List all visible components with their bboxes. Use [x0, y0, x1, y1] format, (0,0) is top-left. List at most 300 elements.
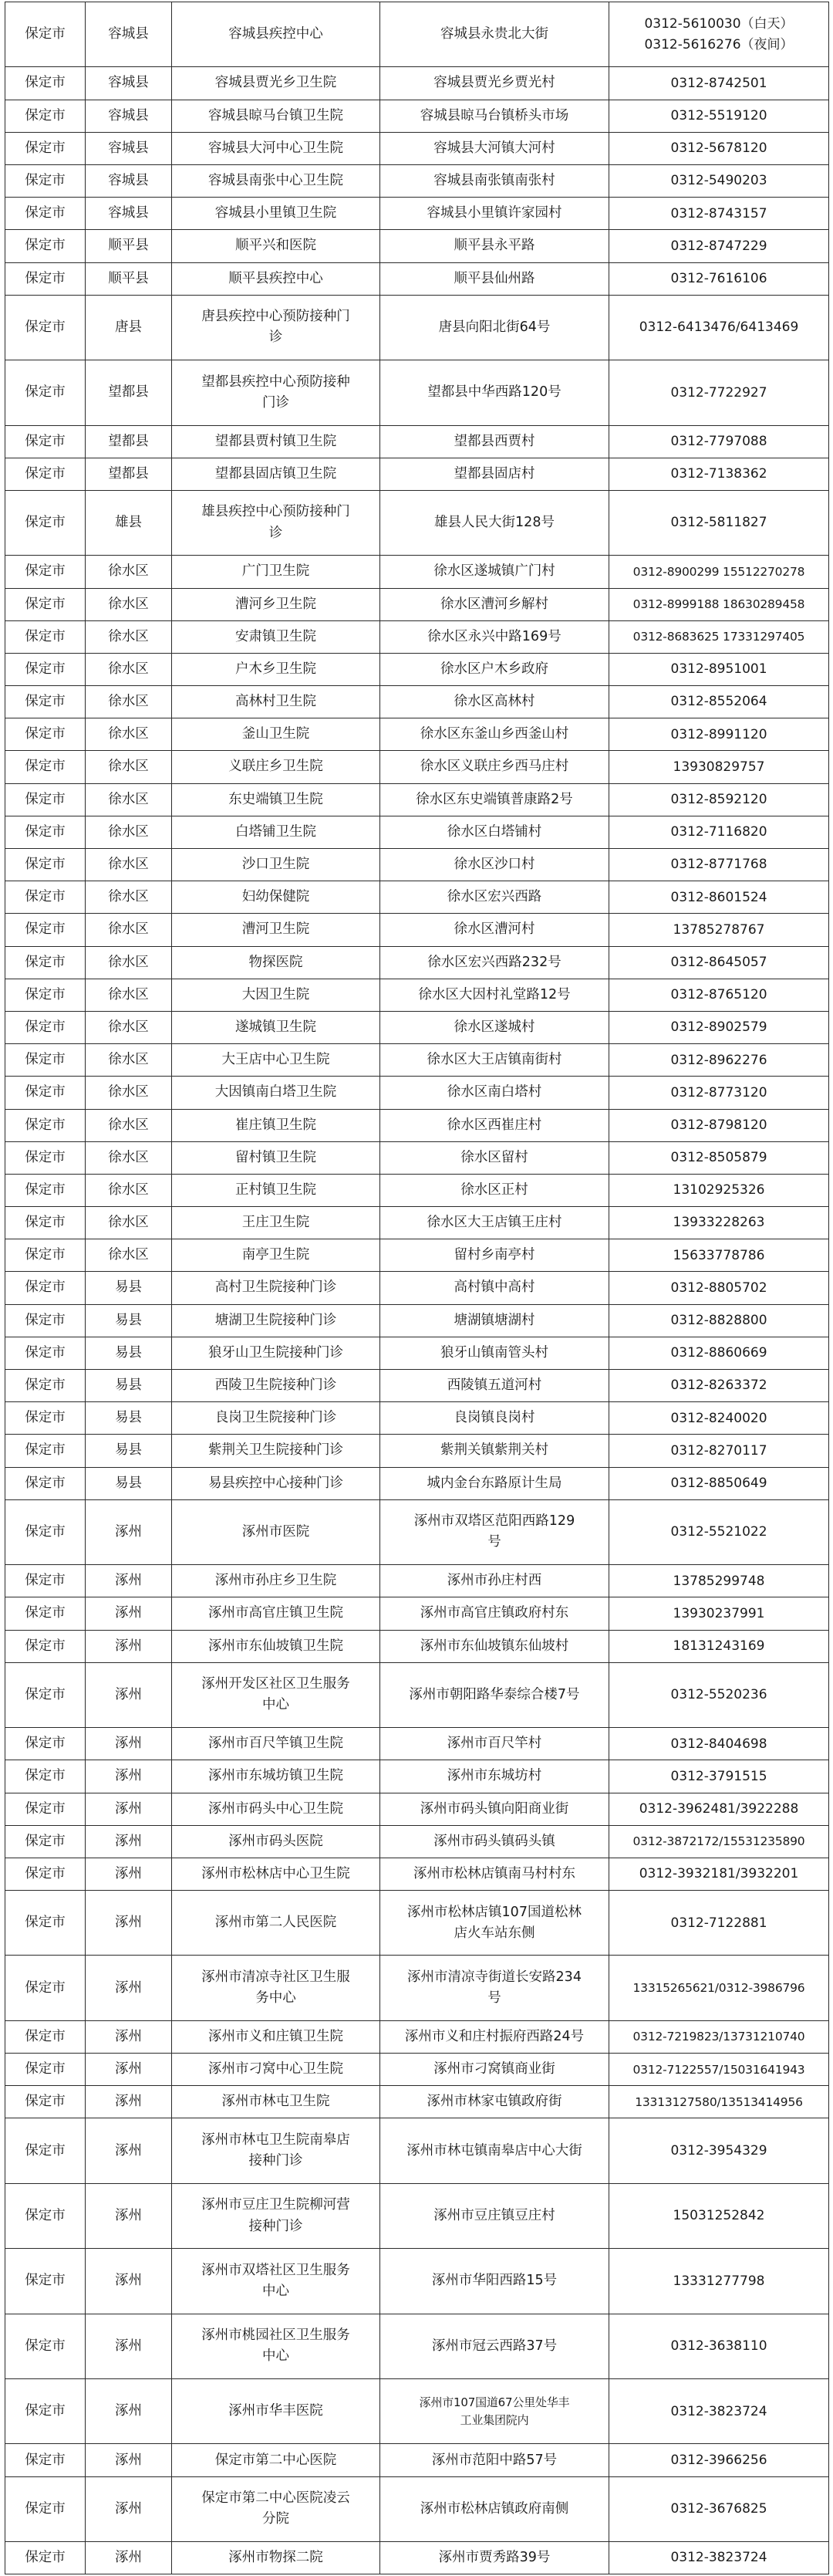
site-name-cell: 大因卫生院: [172, 979, 380, 1011]
phone-cell: 0312-3676825: [609, 2476, 829, 2541]
table-row: [5, 1370, 829, 1402]
site-name-cell: 涿州市豆庄卫生院柳河营 接种门诊: [172, 2183, 380, 2248]
site-name-cell: 义联庄乡卫生院: [172, 751, 380, 783]
site-name-cell: 望都县贾村镇卫生院: [172, 425, 380, 458]
site-name-cell: 大因镇南白塔卫生院: [172, 1077, 380, 1109]
district-cell: 易县: [86, 1272, 172, 1304]
address-cell: 徐水区漕河乡解村: [380, 588, 609, 620]
district-cell: 徐水区: [86, 1174, 172, 1206]
city-cell: 保定市: [5, 816, 86, 848]
phone-cell: 0312-8962276: [609, 1044, 829, 1077]
city-cell: 保定市: [5, 2020, 86, 2053]
city-cell: 保定市: [5, 783, 86, 816]
city-cell: 保定市: [5, 881, 86, 914]
phone-cell: 0312-5490203: [609, 164, 829, 197]
table-row: [5, 1499, 829, 1564]
district-cell: 徐水区: [86, 849, 172, 881]
address-cell: 涿州市林家屯镇政府街: [380, 2086, 609, 2118]
site-name-cell: 容城县晾马台镇卫生院: [172, 100, 380, 132]
site-name-cell: 涿州市百尺竿镇卫生院: [172, 1728, 380, 1760]
phone-cell: 0312-5520236: [609, 1662, 829, 1727]
district-cell: 徐水区: [86, 1044, 172, 1077]
table-row: [5, 2542, 829, 2574]
table-row: [5, 1630, 829, 1662]
table-row: [5, 1174, 829, 1206]
district-cell: 涿州: [86, 1858, 172, 1890]
district-cell: 涿州: [86, 2476, 172, 2541]
district-cell: 徐水区: [86, 914, 172, 946]
district-cell: 徐水区: [86, 751, 172, 783]
phone-cell: 13930829757: [609, 751, 829, 783]
district-cell: 涿州: [86, 2314, 172, 2378]
phone-cell: 0312-3932181/3932201: [609, 1858, 829, 1890]
district-cell: 易县: [86, 1402, 172, 1435]
phone-cell: 15633778786: [609, 1239, 829, 1272]
table-row: [5, 816, 829, 848]
site-name-cell: 涿州开发区社区卫生服务 中心: [172, 1662, 380, 1727]
city-cell: 保定市: [5, 1011, 86, 1043]
site-name-cell: 王庄卫生院: [172, 1207, 380, 1239]
site-name-cell: 涿州市第二人民医院: [172, 1891, 380, 1956]
table-row: [5, 1760, 829, 1793]
district-cell: 容城县: [86, 100, 172, 132]
site-name-cell: 容城县大河中心卫生院: [172, 132, 380, 164]
district-cell: 涿州: [86, 1597, 172, 1630]
site-name-cell: 涿州市东城坊镇卫生院: [172, 1760, 380, 1793]
site-name-cell: 沙口卫生院: [172, 849, 380, 881]
site-name-cell: 涿州市码头医院: [172, 1825, 380, 1858]
city-cell: 保定市: [5, 1272, 86, 1304]
site-name-cell: 涿州市林屯卫生院南皋店 接种门诊: [172, 2118, 380, 2183]
address-cell: 涿州市码头镇向阳商业街: [380, 1793, 609, 1825]
table-row: [5, 230, 829, 262]
phone-cell: 0312-3954329: [609, 2118, 829, 2183]
site-name-cell: 物探医院: [172, 946, 380, 979]
table-row: [5, 1597, 829, 1630]
phone-cell: 0312-8552064: [609, 686, 829, 718]
table-row: [5, 490, 829, 555]
district-cell: 徐水区: [86, 816, 172, 848]
phone-cell: 0312-8798120: [609, 1109, 829, 1141]
table-row: [5, 783, 829, 816]
city-cell: 保定市: [5, 2249, 86, 2314]
phone-cell: 0312-8270117: [609, 1435, 829, 1467]
phone-cell: 0312-3966256: [609, 2444, 829, 2476]
phone-cell: 0312-8900299 15512270278: [609, 556, 829, 588]
address-cell: 涿州市码头镇码头镇: [380, 1825, 609, 1858]
district-cell: 徐水区: [86, 783, 172, 816]
address-cell: 涿州市百尺竿村: [380, 1728, 609, 1760]
table-row: [5, 2020, 829, 2053]
city-cell: 保定市: [5, 718, 86, 751]
phone-cell: 0312-8601524: [609, 881, 829, 914]
site-name-cell: 白塔铺卫生院: [172, 816, 380, 848]
table-row: [5, 556, 829, 588]
address-cell: 徐水区义联庄乡西马庄村: [380, 751, 609, 783]
site-name-cell: 东史端镇卫生院: [172, 783, 380, 816]
phone-cell: 13785278767: [609, 914, 829, 946]
address-cell: 徐水区东史端镇普康路2号: [380, 783, 609, 816]
site-name-cell: 涿州市林屯卫生院: [172, 2086, 380, 2118]
address-cell: 良岗镇良岗村: [380, 1402, 609, 1435]
city-cell: 保定市: [5, 360, 86, 425]
table-row: [5, 946, 829, 979]
table-row: [5, 2444, 829, 2476]
district-cell: 涿州: [86, 2542, 172, 2574]
site-name-cell: 涿州市东仙坡镇卫生院: [172, 1630, 380, 1662]
phone-cell: 0312-3638110: [609, 2314, 829, 2378]
city-cell: 保定市: [5, 686, 86, 718]
address-cell: 涿州市冠云西路37号: [380, 2314, 609, 2378]
city-cell: 保定市: [5, 1793, 86, 1825]
city-cell: 保定市: [5, 164, 86, 197]
address-cell: 望都县中华西路120号: [380, 360, 609, 425]
table-row: [5, 588, 829, 620]
district-cell: 易县: [86, 1337, 172, 1369]
table-row: [5, 2183, 829, 2248]
district-cell: 涿州: [86, 2444, 172, 2476]
phone-cell: 0312-8263372: [609, 1370, 829, 1402]
phone-cell: 0312-8765120: [609, 979, 829, 1011]
district-cell: 易县: [86, 1467, 172, 1499]
address-cell: 涿州市高官庄镇政府村东: [380, 1597, 609, 1630]
city-cell: 保定市: [5, 849, 86, 881]
address-cell: 徐水区户木乡政府: [380, 653, 609, 685]
phone-cell: 0312-8951001: [609, 653, 829, 685]
phone-cell: 0312-7116820: [609, 816, 829, 848]
phone-cell: 0312-3872172/15531235890: [609, 1825, 829, 1858]
table-row: [5, 1793, 829, 1825]
table-row: [5, 1109, 829, 1141]
site-name-cell: 大王店中心卫生院: [172, 1044, 380, 1077]
site-name-cell: 漕河乡卫生院: [172, 588, 380, 620]
phone-cell: 0312-3823724: [609, 2379, 829, 2444]
site-name-cell: 西陵卫生院接种门诊: [172, 1370, 380, 1402]
table-row: [5, 620, 829, 653]
city-cell: 保定市: [5, 1825, 86, 1858]
district-cell: 易县: [86, 1304, 172, 1337]
city-cell: 保定市: [5, 588, 86, 620]
site-name-cell: 涿州市清凉寺社区卫生服 务中心: [172, 1956, 380, 2020]
city-cell: 保定市: [5, 1467, 86, 1499]
district-cell: 望都县: [86, 458, 172, 490]
phone-cell: 0312-6413476/6413469: [609, 295, 829, 360]
district-cell: 徐水区: [86, 1207, 172, 1239]
district-cell: 易县: [86, 1370, 172, 1402]
city-cell: 保定市: [5, 1044, 86, 1077]
phone-cell: 0312-5519120: [609, 100, 829, 132]
city-cell: 保定市: [5, 1337, 86, 1369]
address-cell: 涿州市义和庄村振府西路24号: [380, 2020, 609, 2053]
city-cell: 保定市: [5, 1239, 86, 1272]
city-cell: 保定市: [5, 458, 86, 490]
phone-cell: 0312-5610030（白天） 0312-5616276（夜间）: [609, 2, 829, 67]
district-cell: 徐水区: [86, 1239, 172, 1272]
city-cell: 保定市: [5, 295, 86, 360]
district-cell: 徐水区: [86, 620, 172, 653]
phone-cell: 0312-7616106: [609, 262, 829, 295]
table-row: [5, 360, 829, 425]
site-name-cell: 崔庄镇卫生院: [172, 1109, 380, 1141]
table-row: [5, 751, 829, 783]
district-cell: 涿州: [86, 2118, 172, 2183]
address-cell: 涿州市东仙坡镇东仙坡村: [380, 1630, 609, 1662]
site-name-cell: 涿州市高官庄镇卫生院: [172, 1597, 380, 1630]
district-cell: 容城县: [86, 164, 172, 197]
phone-cell: 0312-8683625 17331297405: [609, 620, 829, 653]
table-row: [5, 2054, 829, 2086]
table-row: [5, 100, 829, 132]
city-cell: 保定市: [5, 1077, 86, 1109]
district-cell: 顺平县: [86, 230, 172, 262]
phone-cell: 18131243169: [609, 1630, 829, 1662]
city-cell: 保定市: [5, 751, 86, 783]
district-cell: 涿州: [86, 1891, 172, 1956]
district-cell: 徐水区: [86, 556, 172, 588]
city-cell: 保定市: [5, 2314, 86, 2378]
site-name-cell: 顺平兴和医院: [172, 230, 380, 262]
address-cell: 唐县向阳北街64号: [380, 295, 609, 360]
site-name-cell: 涿州市义和庄镇卫生院: [172, 2020, 380, 2053]
city-cell: 保定市: [5, 914, 86, 946]
phone-cell: 13933228263: [609, 1207, 829, 1239]
site-name-cell: 涿州市物探二院: [172, 2542, 380, 2574]
table-row: [5, 1044, 829, 1077]
site-name-cell: 涿州市桃园社区卫生服务 中心: [172, 2314, 380, 2378]
phone-cell: 0312-5521022: [609, 1499, 829, 1564]
address-cell: 涿州市范阳中路57号: [380, 2444, 609, 2476]
city-cell: 保定市: [5, 1499, 86, 1564]
phone-cell: 0312-8747229: [609, 230, 829, 262]
district-cell: 徐水区: [86, 979, 172, 1011]
table-row: [5, 881, 829, 914]
site-name-cell: 保定市第二中心医院凌云 分院: [172, 2476, 380, 2541]
phone-cell: 0312-7219823/13731210740: [609, 2020, 829, 2053]
address-cell: 徐水区大王店镇南街村: [380, 1044, 609, 1077]
city-cell: 保定市: [5, 1304, 86, 1337]
table-row: [5, 425, 829, 458]
district-cell: 涿州: [86, 2020, 172, 2053]
address-cell: 涿州市松林店镇107国道松林 店火车站东侧: [380, 1891, 609, 1956]
table-row: [5, 718, 829, 751]
table-row: [5, 2249, 829, 2314]
phone-cell: 0312-7722927: [609, 360, 829, 425]
district-cell: 容城县: [86, 132, 172, 164]
phone-cell: 0312-8773120: [609, 1077, 829, 1109]
table-row: [5, 1956, 829, 2020]
district-cell: 雄县: [86, 490, 172, 555]
table-row: [5, 132, 829, 164]
district-cell: 涿州: [86, 2379, 172, 2444]
site-name-cell: 正村镇卫生院: [172, 1174, 380, 1206]
address-cell: 涿州市松林店镇政府南侧: [380, 2476, 609, 2541]
phone-cell: 0312-3791515: [609, 1760, 829, 1793]
table-row: [5, 1435, 829, 1467]
city-cell: 保定市: [5, 620, 86, 653]
district-cell: 唐县: [86, 295, 172, 360]
address-cell: 容城县晾马台镇桥头市场: [380, 100, 609, 132]
address-cell: 涿州市东城坊村: [380, 1760, 609, 1793]
address-cell: 徐水区高林村: [380, 686, 609, 718]
address-cell: 望都县西贾村: [380, 425, 609, 458]
table-row: [5, 1565, 829, 1597]
phone-cell: 0312-8850649: [609, 1467, 829, 1499]
table-row: [5, 1402, 829, 1435]
site-name-cell: 顺平县疾控中心: [172, 262, 380, 295]
address-cell: 西陵镇五道河村: [380, 1370, 609, 1402]
city-cell: 保定市: [5, 2086, 86, 2118]
address-cell: 徐水区大因村礼堂路12号: [380, 979, 609, 1011]
table-row: [5, 1141, 829, 1174]
city-cell: 保定市: [5, 132, 86, 164]
table-row: [5, 849, 829, 881]
city-cell: 保定市: [5, 2379, 86, 2444]
phone-cell: 0312-8592120: [609, 783, 829, 816]
city-cell: 保定市: [5, 1174, 86, 1206]
address-cell: 涿州市贾秀路39号: [380, 2542, 609, 2574]
phone-cell: 0312-5811827: [609, 490, 829, 555]
table-row: [5, 67, 829, 100]
city-cell: 保定市: [5, 1891, 86, 1956]
table-row: [5, 1662, 829, 1727]
address-cell: 城内金台东路原计生局: [380, 1467, 609, 1499]
city-cell: 保定市: [5, 1630, 86, 1662]
address-cell: 徐水区沙口村: [380, 849, 609, 881]
phone-cell: 13930237991: [609, 1597, 829, 1630]
district-cell: 顺平县: [86, 262, 172, 295]
table-row: [5, 458, 829, 490]
site-name-cell: 狼牙山卫生院接种门诊: [172, 1337, 380, 1369]
phone-cell: 15031252842: [609, 2183, 829, 2248]
site-name-cell: 塘湖卫生院接种门诊: [172, 1304, 380, 1337]
address-cell: 涿州市107国道67公里处华丰 工业集团院内: [380, 2379, 609, 2444]
table-row: [5, 914, 829, 946]
address-cell: 塘湖镇塘湖村: [380, 1304, 609, 1337]
phone-cell: 0312-8743157: [609, 198, 829, 230]
address-cell: 顺平县仙州路: [380, 262, 609, 295]
address-cell: 涿州市刁窝镇商业街: [380, 2054, 609, 2086]
phone-cell: 0312-3962481/3922288: [609, 1793, 829, 1825]
site-name-cell: 遂城镇卫生院: [172, 1011, 380, 1043]
district-cell: 涿州: [86, 1728, 172, 1760]
phone-cell: 0312-8902579: [609, 1011, 829, 1043]
address-cell: 徐水区遂城村: [380, 1011, 609, 1043]
district-cell: 涿州: [86, 1825, 172, 1858]
district-cell: 涿州: [86, 1499, 172, 1564]
city-cell: 保定市: [5, 946, 86, 979]
address-cell: 紫荆关镇紫荆关村: [380, 1435, 609, 1467]
phone-cell: 13331277798: [609, 2249, 829, 2314]
district-cell: 容城县: [86, 198, 172, 230]
city-cell: 保定市: [5, 2118, 86, 2183]
site-name-cell: 保定市第二中心医院: [172, 2444, 380, 2476]
city-cell: 保定市: [5, 2444, 86, 2476]
table-row: [5, 686, 829, 718]
site-name-cell: 雄县疾控中心预防接种门 诊: [172, 490, 380, 555]
address-cell: 徐水区漕河村: [380, 914, 609, 946]
city-cell: 保定市: [5, 1662, 86, 1727]
site-name-cell: 户木乡卫生院: [172, 653, 380, 685]
district-cell: 望都县: [86, 425, 172, 458]
district-cell: 涿州: [86, 2183, 172, 2248]
phone-cell: 0312-8999188 18630289458: [609, 588, 829, 620]
city-cell: 保定市: [5, 979, 86, 1011]
site-name-cell: 涿州市松林店中心卫生院: [172, 1858, 380, 1890]
address-cell: 雄县人民大街128号: [380, 490, 609, 555]
site-name-cell: 容城县疾控中心: [172, 2, 380, 67]
address-cell: 容城县永贵北大街: [380, 2, 609, 67]
district-cell: 徐水区: [86, 946, 172, 979]
district-cell: 涿州: [86, 2086, 172, 2118]
table-row: [5, 1207, 829, 1239]
city-cell: 保定市: [5, 1109, 86, 1141]
address-cell: 顺平县永平路: [380, 230, 609, 262]
phone-cell: 0312-8860669: [609, 1337, 829, 1369]
district-cell: 徐水区: [86, 1141, 172, 1174]
district-cell: 涿州: [86, 1760, 172, 1793]
district-cell: 徐水区: [86, 653, 172, 685]
city-cell: 保定市: [5, 1402, 86, 1435]
table-row: [5, 1011, 829, 1043]
address-cell: 徐水区南白塔村: [380, 1077, 609, 1109]
city-cell: 保定市: [5, 2, 86, 67]
phone-cell: 0312-3823724: [609, 2542, 829, 2574]
table-row: [5, 2314, 829, 2378]
city-cell: 保定市: [5, 2054, 86, 2086]
district-cell: 徐水区: [86, 881, 172, 914]
address-cell: 涿州市双塔区范阳西路129 号: [380, 1499, 609, 1564]
site-name-cell: 望都县固店镇卫生院: [172, 458, 380, 490]
site-name-cell: 紫荆关卫生院接种门诊: [172, 1435, 380, 1467]
district-cell: 望都县: [86, 360, 172, 425]
phone-cell: 0312-7122881: [609, 1891, 829, 1956]
site-name-cell: 漕河卫生院: [172, 914, 380, 946]
city-cell: 保定市: [5, 425, 86, 458]
table-row: [5, 1891, 829, 1956]
city-cell: 保定市: [5, 1141, 86, 1174]
site-name-cell: 广门卫生院: [172, 556, 380, 588]
phone-cell: 13785299748: [609, 1565, 829, 1597]
city-cell: 保定市: [5, 1597, 86, 1630]
phone-cell: 0312-8404698: [609, 1728, 829, 1760]
address-cell: 狼牙山镇南管头村: [380, 1337, 609, 1369]
district-cell: 徐水区: [86, 718, 172, 751]
address-cell: 留村乡南亭村: [380, 1239, 609, 1272]
table-body: [5, 2, 829, 2574]
site-name-cell: 容城县南张中心卫生院: [172, 164, 380, 197]
table-row: [5, 1858, 829, 1890]
phone-cell: 0312-8505879: [609, 1141, 829, 1174]
phone-cell: 0312-7138362: [609, 458, 829, 490]
address-cell: 容城县小里镇许家园村: [380, 198, 609, 230]
phone-cell: 0312-8742501: [609, 67, 829, 100]
district-cell: 涿州: [86, 1630, 172, 1662]
city-cell: 保定市: [5, 1760, 86, 1793]
table-row: [5, 1272, 829, 1304]
address-cell: 徐水区西崔庄村: [380, 1109, 609, 1141]
address-cell: 徐水区永兴中路169号: [380, 620, 609, 653]
site-name-cell: 涿州市码头中心卫生院: [172, 1793, 380, 1825]
address-cell: 涿州市华阳西路15号: [380, 2249, 609, 2314]
table-row: [5, 2118, 829, 2183]
table-row: [5, 164, 829, 197]
city-cell: 保定市: [5, 556, 86, 588]
city-cell: 保定市: [5, 653, 86, 685]
phone-cell: 0312-8240020: [609, 1402, 829, 1435]
address-cell: 徐水区东釜山乡西釜山村: [380, 718, 609, 751]
site-name-cell: 高村卫生院接种门诊: [172, 1272, 380, 1304]
table-row: [5, 1304, 829, 1337]
